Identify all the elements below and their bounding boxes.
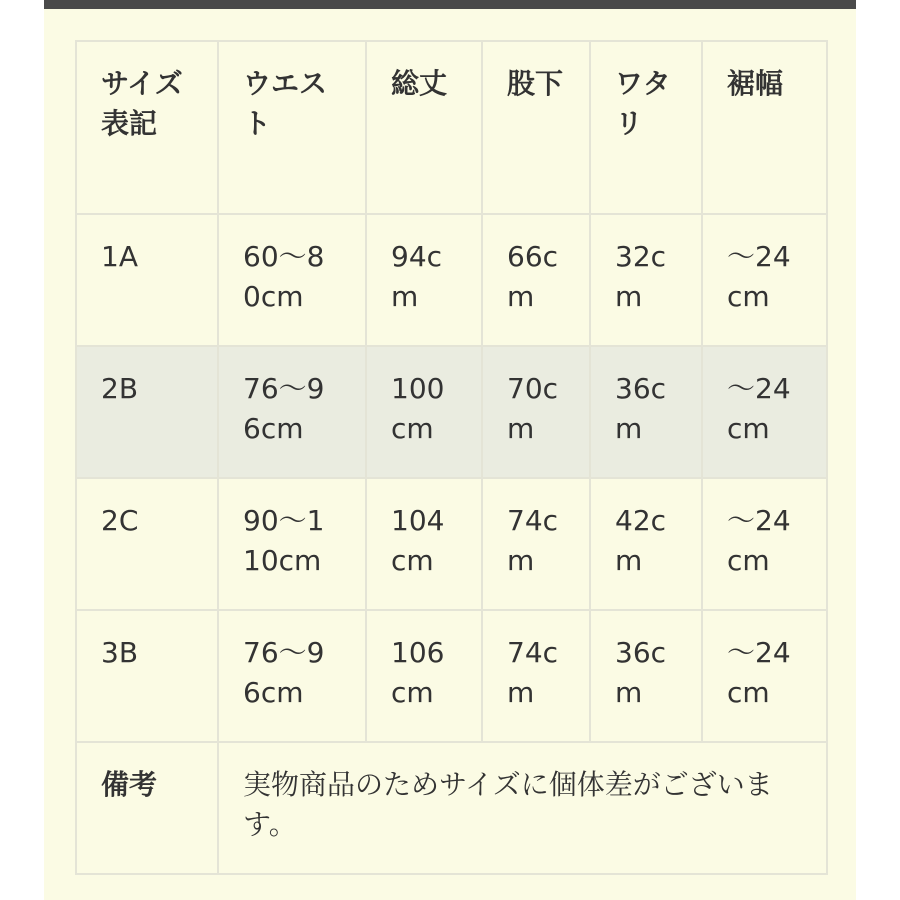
size-table [75, 40, 828, 875]
note-label: 備考 [76, 742, 218, 874]
cell-hem: 〜24cm [702, 610, 827, 742]
cell-thigh: 32cm [590, 214, 702, 346]
cell-hem: 〜24cm [702, 346, 827, 478]
cell-length: 106cm [366, 610, 482, 742]
cell-size: 2C [76, 478, 218, 610]
cell-inseam: 74cm [482, 610, 590, 742]
cell-hem: 〜24cm [702, 214, 827, 346]
header-thigh: ワタリ [590, 41, 702, 214]
cell-thigh: 36cm [590, 610, 702, 742]
top-bar [44, 0, 856, 9]
table-row [76, 610, 827, 742]
cell-thigh: 42cm [590, 478, 702, 610]
note-text: 実物商品のためサイズに個体差がございます。 [218, 742, 827, 874]
header-inseam: 股下 [482, 41, 590, 214]
cell-inseam: 66cm [482, 214, 590, 346]
table-header-row [76, 41, 827, 214]
header-hem: 裾幅 [702, 41, 827, 214]
cell-length: 100cm [366, 346, 482, 478]
cell-inseam: 74cm [482, 478, 590, 610]
page-background [44, 0, 856, 900]
cell-size: 3B [76, 610, 218, 742]
cell-size: 2B [76, 346, 218, 478]
table-row [76, 214, 827, 346]
cell-waist: 76〜96cm [218, 346, 366, 478]
cell-size: 1A [76, 214, 218, 346]
cell-waist: 90〜110cm [218, 478, 366, 610]
table-row [76, 478, 827, 610]
cell-inseam: 70cm [482, 346, 590, 478]
header-waist: ウエスト [218, 41, 366, 214]
cell-hem: 〜24cm [702, 478, 827, 610]
table-row [76, 346, 827, 478]
cell-waist: 76〜96cm [218, 610, 366, 742]
header-size: サイズ表記 [76, 41, 218, 214]
cell-thigh: 36cm [590, 346, 702, 478]
header-length: 総丈 [366, 41, 482, 214]
cell-waist: 60〜80cm [218, 214, 366, 346]
cell-length: 94cm [366, 214, 482, 346]
note-row [76, 742, 827, 874]
cell-length: 104cm [366, 478, 482, 610]
